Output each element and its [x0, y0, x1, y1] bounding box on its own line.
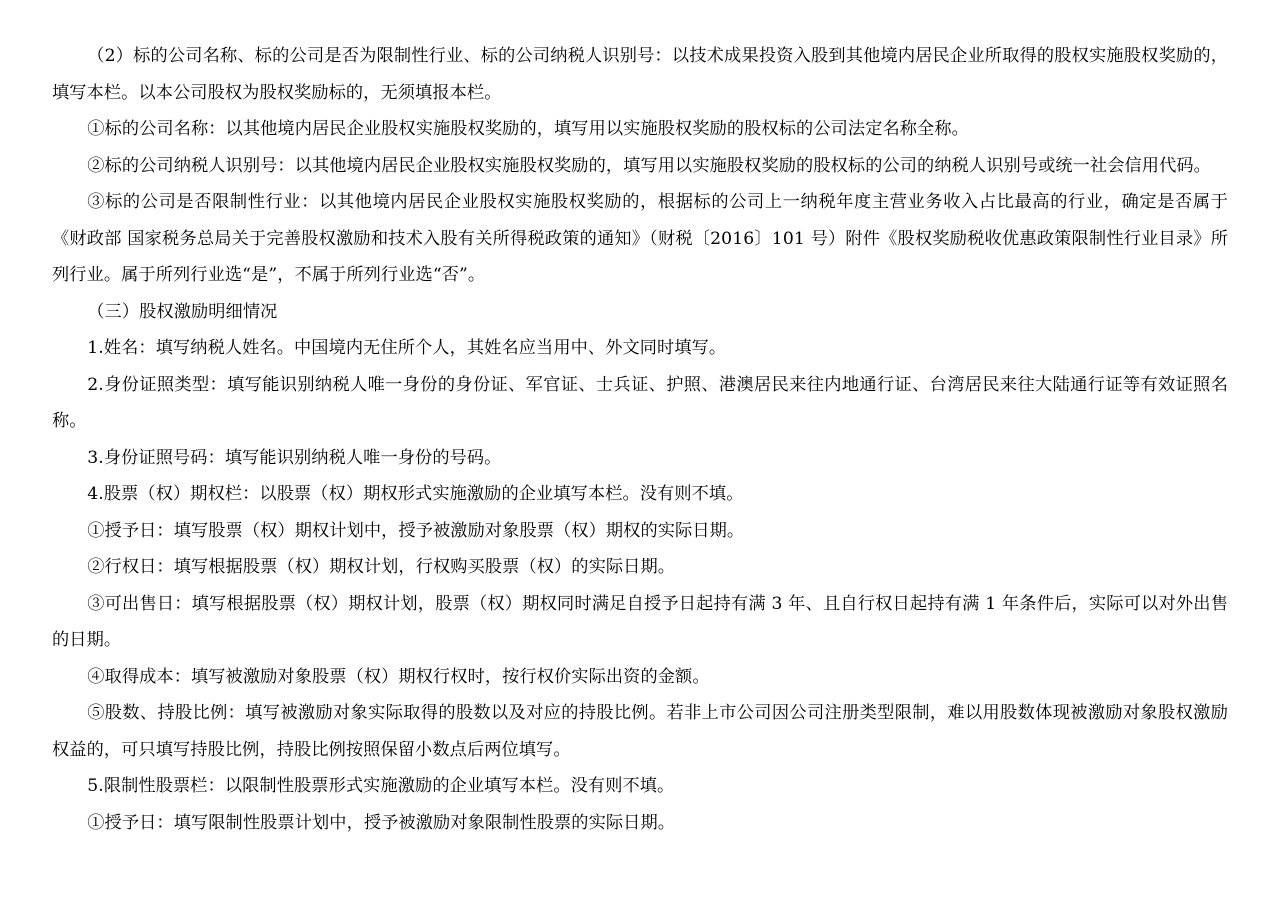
paragraph: 4.股票（权）期权栏：以股票（权）期权形式实施激励的企业填写本栏。没有则不填。: [87, 484, 744, 504]
paragraph: 2.身份证照类型：填写能识别纳税人唯一身份的身份证、军官证、士兵证、护照、港澳居民来往内地通行证、台湾居民来往大陆通行证等有效证照名称。: [52, 374, 1228, 431]
paragraph: ③标的公司是否限制性行业：以其他境内居民企业股权实施股权奖励的，根据标的公司上一纳税年度主营业务收入占比最高的行业，确定是否属于《财政部 国家税务总局关于完善股权激励和技术入股有关所得税政策的通知》（财税〔2016〕101 号）附件《股权奖励税收优惠政策限制性行业目录》所列行业。属于所列行业选“是”，不属于所列行业选“否”。: [52, 192, 1228, 285]
paragraph: ①授予日：填写限制性股票计划中，授予被激励对象限制性股票的实际日期。: [87, 812, 676, 833]
paragraph: 5.限制性股票栏：以限制性股票形式实施激励的企业填写本栏。没有则不填。: [87, 776, 675, 796]
paragraph: ③可出售日：填写根据股票（权）期权计划，股票（权）期权同时满足自授予日起持有满 3 年、且自行权日起持有满 1 年条件后，实际可以对外出售的日期。: [52, 593, 1228, 650]
paragraph: ①授予日：填写股票（权）期权计划中，授予被激励对象股票（权）期权的实际日期。: [87, 520, 745, 541]
paragraph: ②标的公司纳税人识别号：以其他境内居民企业股权实施股权奖励的，填写用以实施股权奖励的股权标的公司的纳税人识别号或统一社会信用代码。: [87, 155, 1211, 176]
document-body: [52, 38, 1228, 841]
paragraph: 1.姓名：填写纳税人姓名。中国境内无住所个人，其姓名应当用中、外文同时填写。: [87, 338, 727, 358]
paragraph: ①标的公司名称：以其他境内居民企业股权实施股权奖励的，填写用以实施股权奖励的股权标的公司法定名称全称。: [87, 119, 969, 139]
paragraph: （2）标的公司名称、标的公司是否为限制性行业、标的公司纳税人识别号：以技术成果投资入股到其他境内居民企业所取得的股权实施股权奖励的，填写本栏。以本公司股权为股权奖励标的，无须填报本栏。: [52, 46, 1228, 103]
paragraph: ④取得成本：填写被激励对象股票（权）期权行权时，按行权价实际出资的金额。: [87, 666, 710, 687]
paragraph: ⑤股数、持股比例：填写被激励对象实际取得的股数以及对应的持股比例。若非上市公司因公司注册类型限制，难以用股数体现被激励对象股权激励权益的，可只填写持股比例，持股比例按照保留小数点后两位填写。: [52, 703, 1228, 760]
paragraph: 3.身份证照号码：填写能识别纳税人唯一身份的号码。: [87, 447, 502, 468]
paragraph: ②行权日：填写根据股票（权）期权计划，行权购买股票（权）的实际日期。: [87, 557, 676, 577]
section-heading: （三）股权激励明细情况: [87, 301, 278, 322]
